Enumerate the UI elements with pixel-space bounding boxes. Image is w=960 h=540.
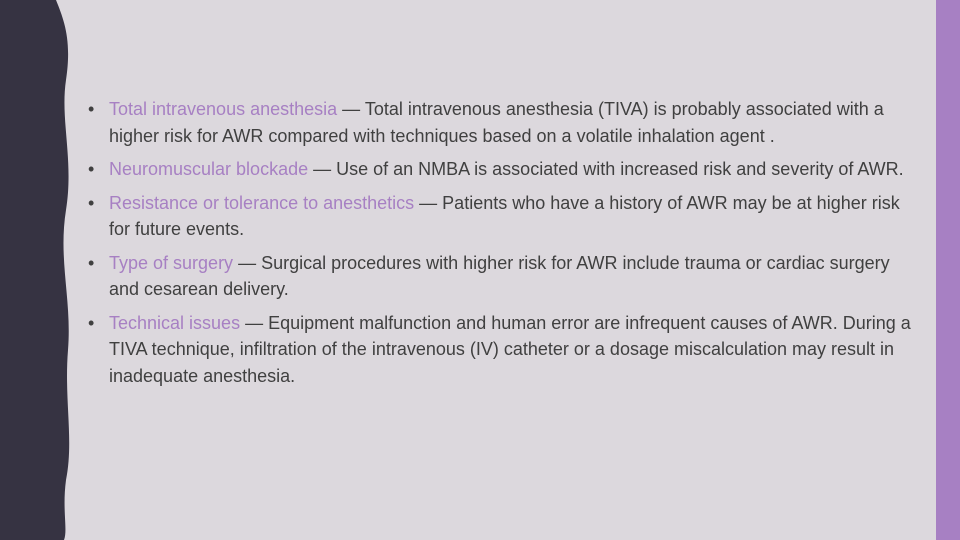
bullet-item xyxy=(88,310,918,390)
right-accent-band xyxy=(936,0,960,540)
bullet-text: — Equipment malfunction and human error are infrequent causes of AWR. During a TIVA technique, infiltration of the intravenous (IV) catheter or a dosage miscalculation may result in inadequate anesthesia. xyxy=(109,312,911,386)
bullet-item xyxy=(88,156,918,183)
left-decorative-band xyxy=(0,0,80,540)
bullet-dot-icon: • xyxy=(88,99,95,119)
bullet-item xyxy=(88,96,918,149)
bullet-text: — Patients who have a history of AWR may be at higher risk for future events. xyxy=(109,192,900,239)
bullet-dot-icon: • xyxy=(88,192,95,213)
bullet-term: Neuromuscular blockade xyxy=(109,159,309,179)
bullet-dot-icon: • xyxy=(88,312,95,333)
bullet-term: Total intravenous anesthesia xyxy=(109,99,338,119)
bullet-text: — Total intravenous anesthesia (TIVA) is probably associated with a higher risk for AWR compared with techniques based on a volatile inhalation agent . xyxy=(109,99,884,146)
bullet-text: — Use of an NMBA is associated with increased risk and severity of AWR. xyxy=(308,159,904,179)
bullet-text: — Surgical procedures with higher risk for AWR include trauma or cardiac surgery and cesarean delivery. xyxy=(109,252,890,299)
bullet-item xyxy=(88,190,918,243)
bullet-list xyxy=(88,96,918,396)
bullet-dot-icon: • xyxy=(88,159,95,179)
bullet-term: Resistance or tolerance to anesthetics xyxy=(109,192,415,213)
bullet-term: Type of surgery xyxy=(109,252,234,273)
bullet-dot-icon: • xyxy=(88,252,95,273)
bullet-term: Technical issues xyxy=(109,312,241,333)
bullet-item xyxy=(88,250,918,303)
